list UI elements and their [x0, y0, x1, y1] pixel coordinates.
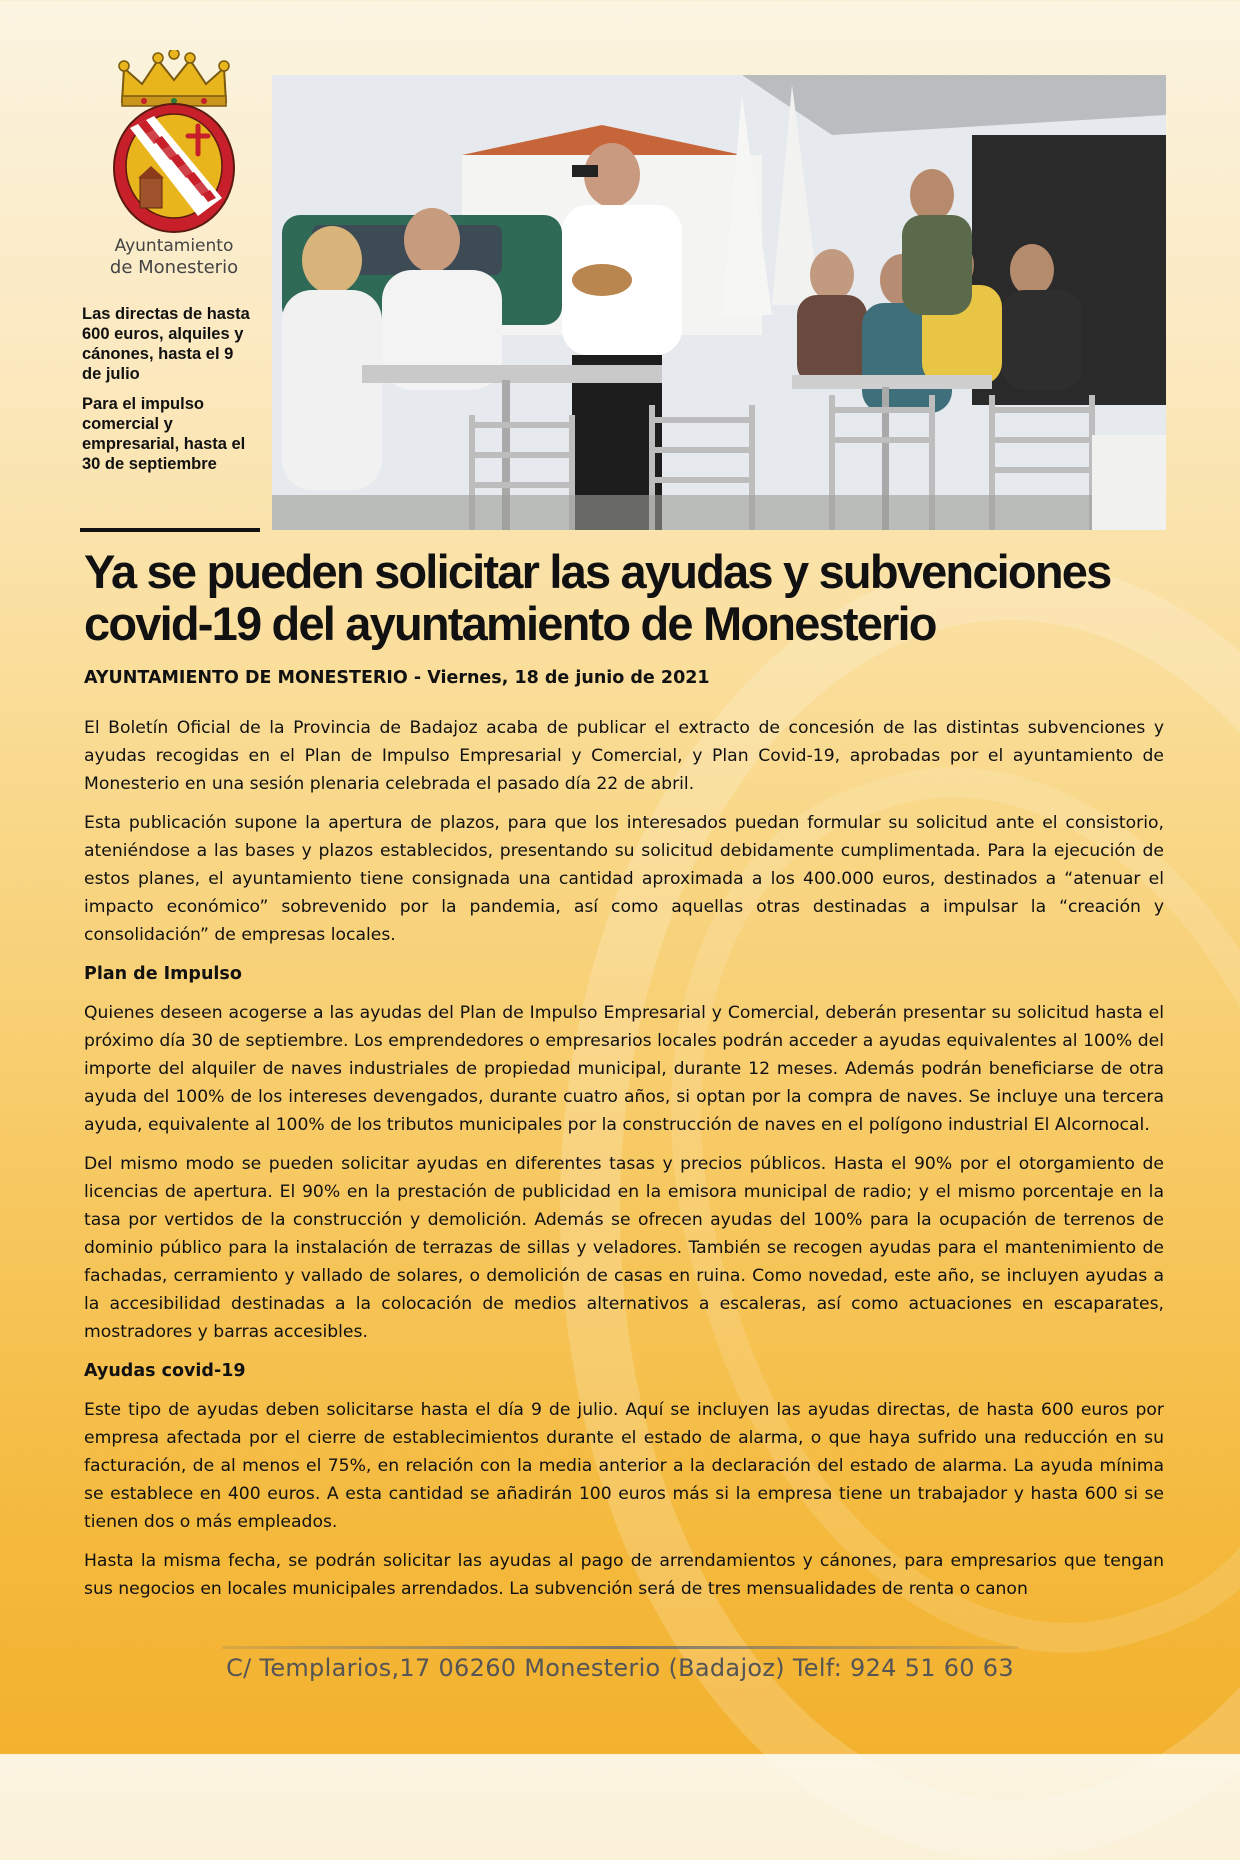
footer-divider [222, 1646, 1018, 1649]
logo-line-1: Ayuntamiento [114, 236, 234, 256]
article-headline: Ya se pueden solicitar las ayudas y subvenciones covid-19 del ayuntamiento de Monesterio [84, 545, 1111, 650]
logo-line-2: de Monesterio [109, 257, 239, 278]
footer-address: C/ Templarios,17 06260 Monesterio (Badajoz) Telf: 924 51 60 63 [226, 1654, 1014, 1682]
subheading-ayudas-covid: Ayudas covid-19 [84, 1361, 246, 1381]
sidebar-divider [80, 528, 260, 532]
article-byline: AYUNTAMIENTO DE MONESTERIO - Viernes, 18 de junio de 2021 [84, 668, 710, 688]
paragraph-3: Quienes deseen acogerse a las ayudas del Plan de Impulso Empresarial y Comercial, deberán presentar su solicitud hasta el próximo día 30 de septiembre. Los emprendedores o empresarios locales podrán acceder a ayudas equivalentes al 100% del importe del alquiler de naves industriales de propiedad municipal, durante 12 meses. Además podrán beneficiarse de otra ayuda del 100% de los intereses devengados, durante cuatro años, si optan por la compra de naves. Se incluye una tercera ayuda, equivalente al 100% de los tributos municipales por la construcción de naves en el polígono industrial El Alcornocal. [84, 1003, 1164, 1135]
subheading-plan-impulso: Plan de Impulso [84, 964, 242, 984]
paragraph-1: El Boletín Oficial de la Provincia de Badajoz acaba de publicar el extracto de concesión de las distintas subvenciones y ayudas recogidas en el Plan de Impulso Empresarial y Comercial, y Plan Covid-19, aprobadas por el ayuntamiento de Monesterio en una sesión plenaria celebrada el pasado día 22 de abril. [84, 718, 1164, 794]
coat-of-arms-icon [94, 50, 254, 235]
terrace-photo-illustration [272, 75, 1166, 530]
municipal-logo [94, 50, 254, 290]
sidebar-note-2: Para el impulso comercial y empresarial, hasta el 30 de septiembre [82, 395, 246, 473]
sidebar-note-1: Las directas de hasta 600 euros, alquiles y cánones, hasta el 9 de julio [82, 305, 250, 383]
paragraph-6: Hasta la misma fecha, se podrán solicitar las ayudas al pago de arrendamientos y cánones, para empresarios que tengan sus negocios en locales municipales arrendados. La subvención será de tres mensualidades de renta o canon [84, 1551, 1164, 1599]
sidebar-highlights [82, 304, 252, 484]
paragraph-2: Esta publicación supone la apertura de plazos, para que los interesados puedan formular su solicitud ante el consistorio, ateniéndose a las bases y plazos establecidos, presentando su solicitud debidamente cumplimentada. Para la ejecución de estos planes, el ayuntamiento tiene consignada una cantidad aproximada a los 400.000 euros, destinados a “atenuar el impacto económico” sobrevenido por la pandemia, así como aquellas otras destinadas a impulsar la “creación y consolidación” de empresas locales. [84, 813, 1164, 945]
article-body [84, 714, 1164, 1614]
article-photo [272, 75, 1166, 530]
logo-text [94, 236, 254, 278]
paragraph-5: Este tipo de ayudas deben solicitarse hasta el día 9 de julio. Aquí se incluyen las ayudas directas, de hasta 600 euros por empresa afectada por el cierre de establecimientos durante el estado de alarma, o que haya sufrido una reducción en su facturación, de al menos el 75%, en relación con la media anterior a la declaración del estado de alarma. La ayuda mínima se establece en 400 euros. A esta cantidad se añadirán 100 euros más si la empresa tiene un trabajador y hasta 600 si se tienen dos o más empleados. [84, 1400, 1164, 1532]
paragraph-4: Del mismo modo se pueden solicitar ayudas en diferentes tasas y precios públicos. Hasta el 90% por el otorgamiento de licencias de apertura. El 90% en la prestación de publicidad en la emisora municipal de radio; y el mismo porcentaje en la tasa por vertidos de la construcción y demolición. Además se ofrecen ayudas del 100% para la ocupación de terrenos de dominio público para la instalación de terrazas de sillas y veladores. También se recogen ayudas para el mantenimiento de fachadas, cerramiento y vallado de solares, o demolición de casas en ruina. Como novedad, este año, se incluyen ayudas a la accesibilidad destinadas a la colocación de medios alternativos a escaleras, así como actuaciones en escaparates, mostradores y barras accesibles. [84, 1154, 1164, 1342]
